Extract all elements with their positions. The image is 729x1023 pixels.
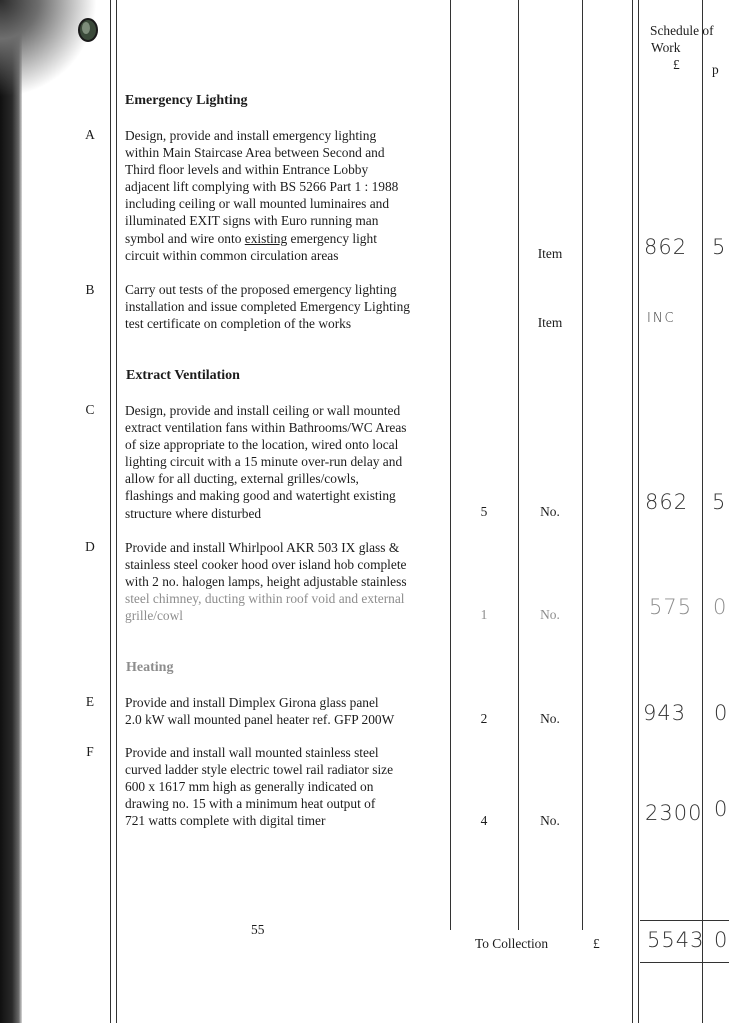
item-unit-a: Item bbox=[537, 246, 563, 261]
item-pounds-e: 943 bbox=[643, 701, 687, 725]
item-letter-b: B bbox=[85, 282, 95, 297]
item-pence-a: 5 bbox=[712, 235, 727, 259]
item-unit-f: No. bbox=[540, 813, 560, 828]
item-pence-e: 0 bbox=[714, 701, 729, 725]
item-description-c: Design, provide and install ceiling or wall mounted extract ventilation fans within Bathrooms/WC Areas of size appropriate to the location, wired onto local lighting circuit with a 15 minute over-run delay and allow for all ducting, external grilles/cowls, flashings and making good and watertight existing structure where disturbed bbox=[125, 403, 407, 521]
item-unit-d: No. bbox=[540, 607, 560, 622]
total-pounds: 5543 bbox=[647, 928, 705, 952]
total-pence: 0 bbox=[714, 928, 729, 952]
binder-ring-icon bbox=[74, 14, 100, 44]
item-letter-e: E bbox=[85, 694, 95, 709]
item-letter-f: F bbox=[86, 744, 94, 759]
section-heading-heating: Heating bbox=[126, 660, 174, 675]
item-pence-d: 0 bbox=[713, 595, 728, 619]
item-qty-f: 4 bbox=[480, 813, 488, 828]
pence-column-rule bbox=[702, 0, 703, 1023]
total-bottom-rule bbox=[640, 962, 729, 963]
rate-column-rule-2 bbox=[638, 0, 639, 1023]
collection-currency: £ bbox=[593, 936, 600, 951]
rate-column-rule bbox=[632, 0, 633, 1023]
item-description-d: Provide and install Whirlpool AKR 503 IX glass & stainless steel cooker hood over island hob complete with 2 no. halogen lamps, height adjustable stainless steel chimney, ducting within roof void and external grille/cowl bbox=[125, 540, 407, 624]
item-qty-d: 1 bbox=[480, 607, 488, 622]
section-heading-extract-ventilation: Extract Ventilation bbox=[126, 368, 240, 383]
qty-column-rule-2 bbox=[518, 0, 519, 930]
item-letter-a: A bbox=[85, 127, 95, 142]
item-description-e: Provide and install Dimplex Girona glass panel 2.0 kW wall mounted panel heater ref. GFP 200W bbox=[125, 695, 395, 728]
page-number: 55 bbox=[251, 922, 265, 937]
pound-header: £ bbox=[673, 57, 680, 72]
item-description-a: Design, provide and install emergency lighting within Main Staircase Area between Second and Third floor levels and within Entrance Lobby adjacent lift complying with BS 5266 Part 1 : 1988 including ceiling or wall mounted luminaires and illuminated EXIT signs with Euro running man symbol and wire onto existing emergency light circuit within common circulation areas bbox=[125, 127, 443, 264]
item-pounds-f: 2300 bbox=[645, 801, 703, 825]
item-pounds-d: 575 bbox=[649, 595, 693, 619]
item-description-b: Carry out tests of the proposed emergency lighting installation and issue completed Emergency Lighting test certificate on completion of the works bbox=[125, 282, 410, 332]
item-qty-e: 2 bbox=[480, 711, 488, 726]
item-unit-c: No. bbox=[540, 504, 560, 519]
item-qty-c: 5 bbox=[480, 504, 488, 519]
item-pounds-a: 862 bbox=[644, 235, 688, 259]
item-description-f: Provide and install wall mounted stainless steel curved ladder style electric towel rail radiator size 600 x 1617 mm high as generally indicated on drawing no. 15 with a minimum heat output of 721 watts complete with digital timer bbox=[125, 745, 394, 829]
total-top-rule bbox=[640, 920, 729, 921]
left-margin-rule-2 bbox=[116, 0, 117, 1023]
left-margin-rule bbox=[110, 0, 111, 1023]
binding-edge bbox=[0, 0, 22, 1023]
item-letter-d: D bbox=[85, 539, 95, 554]
section-heading-emergency-lighting: Emergency Lighting bbox=[125, 93, 248, 108]
item-pence-c: 5 bbox=[712, 490, 727, 514]
line-with-underlined-word: symbol and wire onto existing emergency light bbox=[125, 230, 377, 246]
to-collection-label: To Collection bbox=[475, 936, 549, 951]
schedule-header-line2: Work bbox=[651, 40, 681, 55]
item-unit-b: Item bbox=[537, 315, 563, 330]
item-pounds-c: 862 bbox=[645, 490, 689, 514]
pence-header: p bbox=[712, 62, 719, 77]
item-pounds-b: INC bbox=[647, 311, 676, 326]
schedule-header-line1: Schedule of bbox=[650, 23, 714, 38]
item-letter-c: C bbox=[85, 402, 95, 417]
qty-column-rule bbox=[450, 0, 451, 930]
item-pence-f: 0 bbox=[714, 797, 729, 821]
unit-column-rule bbox=[582, 0, 583, 930]
item-unit-e: No. bbox=[540, 711, 560, 726]
